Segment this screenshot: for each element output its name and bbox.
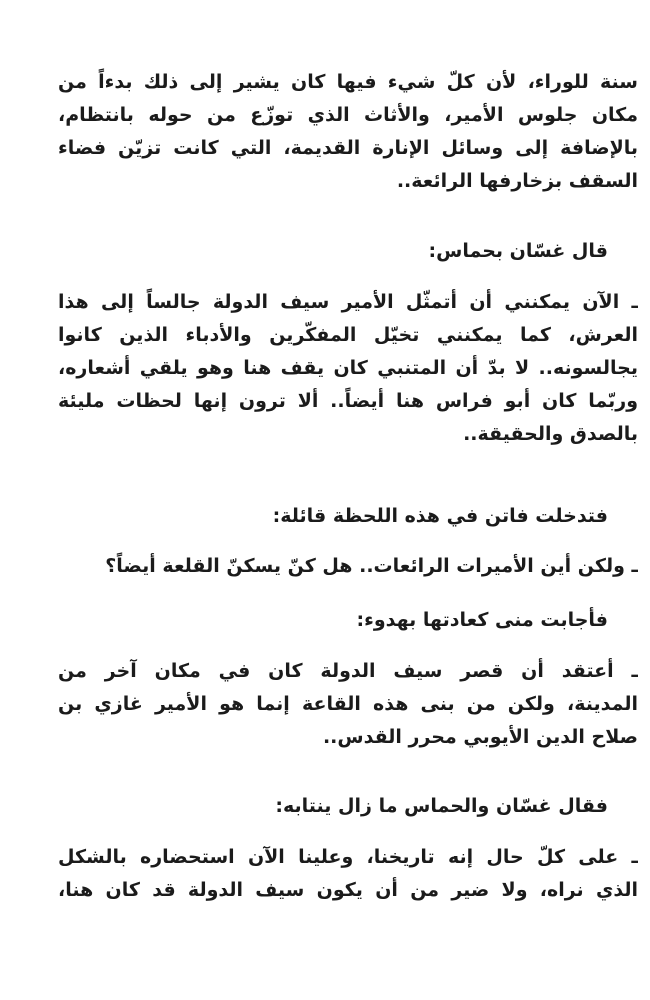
text-line: فتدخلت فاتن في هذه اللحظة قائلة: [272,505,608,527]
text-line: ـ ولكن أين الأميرات الرائعات.. هل كنّ يسكنّ القلعة أيضاً؟ [105,555,638,577]
text-line: يجالسونه.. لا بدّ أن المتنبي كان يقف هنا وهو يلقي أشعاره، [58,357,638,379]
text-line: سنة للوراء، لأن كلّ شيء فيها كان يشير إلى ذلك بدءاً من [58,71,638,93]
page-text [58,550,638,583]
page-text [58,790,638,823]
text-line: العرش، كما يمكنني تخيّل المفكّرين والأدباء الذين كانوا [58,324,638,346]
text-line: ـ على كلّ حال إنه تاريخنا، وعلينا الآن استحضاره بالشكل [58,846,638,868]
page-text [58,500,638,533]
text-line: ـ أعتقد أن قصر سيف الدولة كان في مكان آخر من [58,660,638,682]
page-text [58,604,638,637]
text-line: قال غسّان بحماس: [428,240,608,262]
text-line: الذي نراه، ولا ضير من أن يكون سيف الدولة قد كان هنا، [58,879,638,901]
text-line: بالصدق والحقيقة.. [463,423,638,445]
page-text [58,841,638,907]
page-text [58,66,638,198]
text-line: فأجابت منى كعادتها بهدوء: [356,609,608,631]
text-line: بالإضافة إلى وسائل الإنارة القديمة، التي كانت تزيّن فضاء [58,137,638,159]
text-line: السقف بزخارفها الرائعة.. [396,170,638,192]
page-text [58,286,638,451]
text-line: صلاح الدين الأيوبي محرر القدس.. [322,726,638,748]
page-text [58,655,638,754]
text-line: مكان جلوس الأمير، والأثاث الذي توزّع من حوله بانتظام، [58,104,638,126]
page-text [58,235,638,268]
text-line: فقال غسّان والحماس ما زال ينتابه: [275,795,608,817]
text-line: ـ الآن يمكنني أن أتمثّل الأمير سيف الدولة جالساً إلى هذا [58,291,638,313]
text-line: المدينة، ولكن من بنى هذه القاعة إنما هو الأمير غازي بن [58,693,638,715]
text-line: وربّما كان أبو فراس هنا أيضاً.. ألا ترون إنها لحظات مليئة [58,390,638,412]
